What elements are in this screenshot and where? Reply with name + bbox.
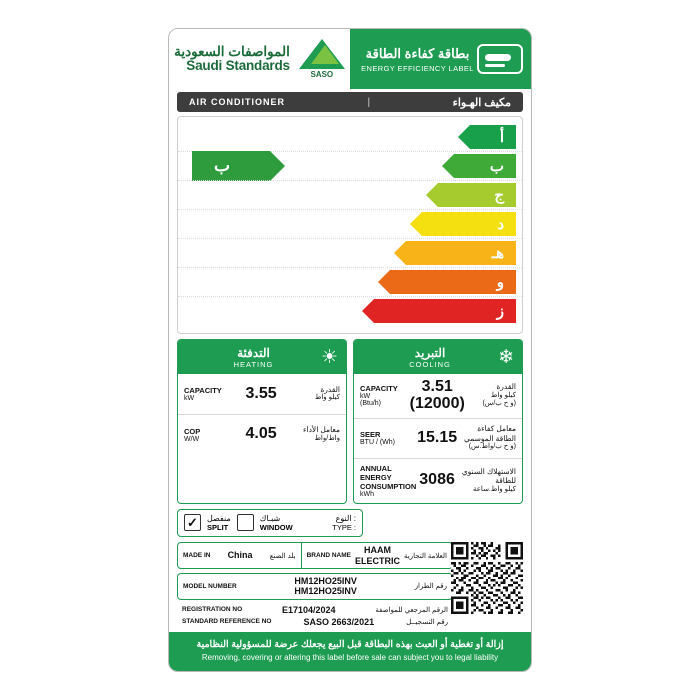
product-info-block xyxy=(177,542,523,638)
heating-panel-header xyxy=(178,340,346,374)
air-conditioner-icon xyxy=(477,44,523,74)
label-header xyxy=(169,29,531,89)
scale-label-g: ز xyxy=(496,303,504,320)
origin-brand-row xyxy=(177,542,453,569)
heating-cop-unit-ar: واط/واط xyxy=(314,434,340,442)
cooling-capacity-unit-en-1: kW xyxy=(360,393,371,401)
heating-capacity-key-ar: القدرة xyxy=(320,384,340,394)
registration-row xyxy=(177,604,453,616)
type-selection-row xyxy=(177,509,523,538)
saso-mark-label: SASO xyxy=(310,70,334,79)
split-label-en: SPLIT xyxy=(207,523,229,533)
cooling-capacity-value-btu: (12000) xyxy=(409,394,465,412)
scale-label-a: أ xyxy=(499,128,504,146)
heating-capacity-key-ar-block xyxy=(277,385,340,403)
cooling-seer-value: 15.15 xyxy=(417,428,458,446)
standard-value: SASO 2663/2021 xyxy=(303,616,375,627)
standard-key-ar: رقم التسجيــل xyxy=(406,618,448,626)
model-row xyxy=(177,573,453,600)
scale-arrow-f xyxy=(390,270,516,294)
scale-label-e: هـ xyxy=(491,245,504,262)
type-field-label xyxy=(332,514,356,533)
scale-arrow-a xyxy=(470,125,516,149)
made-in-cell xyxy=(178,543,301,568)
scale-label-f: و xyxy=(496,274,504,291)
cooling-seer-key-ar-block xyxy=(457,424,516,452)
cooling-annual-unit-en: kWh xyxy=(360,490,374,498)
scale-arrow-d xyxy=(422,212,516,236)
energy-label-title-block xyxy=(350,29,531,89)
product-type-separator: | xyxy=(367,96,371,108)
registration-value: E17104/2024 xyxy=(281,604,336,615)
model-value-line2: HM12HO25INV xyxy=(294,586,357,597)
scale-label-d: د xyxy=(497,216,504,233)
standard-row xyxy=(177,616,453,628)
performance-panels xyxy=(177,339,523,504)
scale-row xyxy=(178,238,522,267)
legal-footer-en: Removing, covering or altering this label before sale can subject you to legal liability xyxy=(201,653,499,662)
cooling-annual-key xyxy=(360,464,419,498)
product-type-en: AIR CONDITIONER xyxy=(189,97,285,107)
heating-cop-key xyxy=(184,427,245,443)
scale-arrow-b xyxy=(454,154,516,178)
saso-org-name-ar: المواصفات السعودية xyxy=(174,43,290,59)
scale-row xyxy=(178,122,522,151)
model-key-en: MODEL NUMBER xyxy=(183,582,237,590)
split-label-ar: منفصل xyxy=(207,513,231,523)
registration-key-en: REGISTRATION NO xyxy=(182,606,243,614)
cooling-capacity-key xyxy=(360,384,410,407)
heating-panel xyxy=(177,339,347,504)
snowflake-icon: ❄ xyxy=(498,346,514,368)
cooling-title-ar: التبريد xyxy=(414,345,446,360)
heating-title-ar: التدفئة xyxy=(237,345,270,360)
cooling-capacity-value-kw: 3.51 xyxy=(421,378,453,395)
scale-label-c: ج xyxy=(494,187,504,204)
product-info-fields xyxy=(177,542,453,627)
type-options-box xyxy=(177,509,363,538)
cooling-capacity-values xyxy=(410,379,465,413)
energy-label-titles xyxy=(358,46,477,73)
legal-footer xyxy=(169,632,531,671)
cooling-panel-header xyxy=(354,340,522,374)
scale-row xyxy=(178,180,522,209)
cooling-annual-unit-ar: كيلو واط.ساعة xyxy=(473,485,516,493)
type-label-ar: النوع : xyxy=(335,513,356,523)
heating-capacity-key xyxy=(184,386,245,402)
current-class-pointer xyxy=(192,151,270,181)
heating-title-en: HEATING xyxy=(233,359,274,369)
split-checkbox[interactable]: ✓ xyxy=(184,514,201,531)
brand-cell xyxy=(301,543,452,568)
made-in-key-ar: بلد الصنع xyxy=(269,552,296,560)
heating-cop-key-en: COP xyxy=(184,426,201,436)
split-option-label xyxy=(207,514,231,533)
heating-cop-key-ar-block xyxy=(277,425,340,443)
brand-key-en: BRAND NAME xyxy=(306,552,351,560)
cooling-annual-key-ar-block xyxy=(455,467,516,495)
brand-value: HAAM ELECTRIC xyxy=(354,545,400,566)
product-type-bar xyxy=(177,92,523,112)
registration-key-ar: الرقم المرجعي للمواصفة xyxy=(375,606,448,614)
scale-arrow-e xyxy=(406,241,516,265)
cooling-seer-key xyxy=(360,430,417,446)
label-card xyxy=(168,28,532,672)
made-in-value: China xyxy=(227,550,253,561)
model-cell xyxy=(178,574,452,599)
type-row-spacer xyxy=(369,509,523,538)
cooling-capacity-key-ar-block xyxy=(465,382,516,409)
cooling-capacity-unit-ar: كيلو واط xyxy=(490,391,516,399)
heating-capacity-unit-en: kW xyxy=(184,395,195,402)
cooling-annual-consumption-row xyxy=(354,458,522,503)
standard-key-en: STANDARD REFERENCE NO xyxy=(182,618,272,626)
cooling-seer-row xyxy=(354,418,522,458)
model-key-ar: رقم الطراز xyxy=(414,583,447,591)
efficiency-scale xyxy=(177,116,523,334)
window-label-ar: شبـاك xyxy=(259,513,281,523)
window-label-en: WINDOW xyxy=(259,523,293,533)
heating-panel-titles xyxy=(186,346,321,369)
cooling-annual-key-ar: الاستهلاك السنوي للطاقة xyxy=(461,466,516,486)
product-type-ar: مكيف الهـواء xyxy=(452,96,511,109)
cooling-annual-key-en: ANNUAL ENERGY CONSUMPTION xyxy=(360,463,417,491)
made-in-key-en: MADE IN xyxy=(183,552,211,560)
sun-icon: ☀ xyxy=(320,346,338,368)
cooling-capacity-key-en: CAPACITY xyxy=(360,384,398,394)
cooling-capacity-unit-en-2: (Btu/h) xyxy=(360,400,382,408)
heating-capacity-row xyxy=(178,374,346,414)
cooling-capacity-key-ar: القدرة xyxy=(496,382,516,392)
model-value xyxy=(241,576,411,597)
window-option-label xyxy=(260,514,293,533)
saso-triangle-icon xyxy=(299,39,345,79)
model-value-line1: HM12HO25INV xyxy=(294,575,357,586)
type-label-en: TYPE : xyxy=(332,523,356,533)
cooling-seer-key-en: SEER xyxy=(360,430,381,440)
scale-row xyxy=(178,151,522,180)
cooling-panel-titles xyxy=(362,346,498,369)
cooling-capacity-unit-ar-2: (و ح ب/س) xyxy=(482,400,516,408)
qr-code[interactable] xyxy=(451,542,523,614)
energy-label-title-ar: بطاقة كفاءة الطاقة xyxy=(365,45,470,61)
saso-org-name-en: Saudi Standards xyxy=(186,58,290,73)
heating-cop-unit-en: W/W xyxy=(184,435,200,443)
current-class-label: ب xyxy=(214,156,231,175)
saso-logo-text xyxy=(174,45,294,73)
scale-row xyxy=(178,267,522,296)
cooling-seer-unit-ar: (و ح ب/واط.س) xyxy=(468,443,516,451)
brand-key-ar: العلامة التجارية xyxy=(403,552,447,560)
scale-arrow-g xyxy=(374,299,516,323)
heating-cop-key-ar: معامل الأداء xyxy=(302,425,340,435)
cooling-seer-unit-en: BTU / (Wh) xyxy=(360,439,395,447)
cooling-seer-key-ar: معامل كفاءة الطاقة الموسمي xyxy=(464,424,516,443)
energy-label-title-en: ENERGY EFFICIENCY LABEL xyxy=(361,63,474,73)
legal-footer-ar: إزالة أو تغطية أو العبث بهذه البطاقة قبل البيع يجعلك عرضة للمسؤولية النظامية xyxy=(196,639,504,650)
scale-label-b: ب xyxy=(489,158,504,175)
saso-logo xyxy=(169,29,350,89)
scale-row xyxy=(178,209,522,238)
saso-triangle-inner xyxy=(311,45,339,64)
heating-capacity-value: 3.55 xyxy=(245,384,277,402)
cooling-title-en: COOLING xyxy=(409,359,451,369)
heating-capacity-key-en: CAPACITY xyxy=(184,386,222,395)
cooling-annual-value: 3086 xyxy=(419,471,455,489)
heating-cop-value: 4.05 xyxy=(245,425,277,443)
heating-capacity-unit-ar: كيلو واط xyxy=(314,394,340,402)
cooling-panel xyxy=(353,339,523,504)
cooling-capacity-row xyxy=(354,374,522,418)
heating-cop-row xyxy=(178,414,346,454)
scale-row xyxy=(178,296,522,325)
window-checkbox[interactable] xyxy=(237,514,254,531)
scale-arrow-c xyxy=(438,183,516,207)
